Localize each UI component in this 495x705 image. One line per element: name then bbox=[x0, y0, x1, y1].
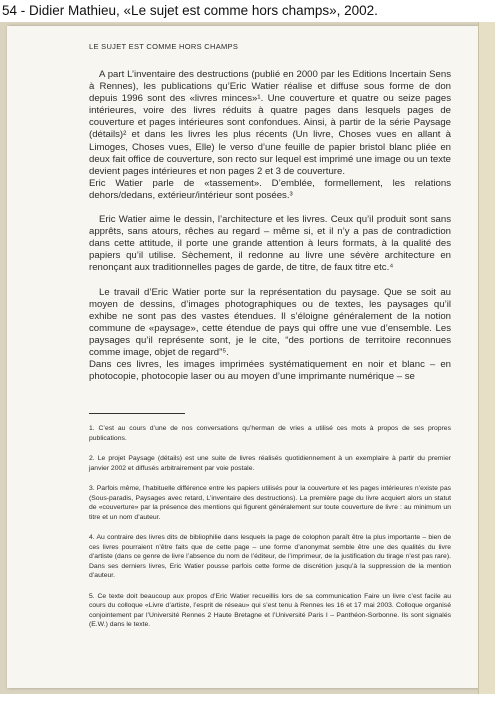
footnote-rule bbox=[89, 413, 185, 414]
binding-edge bbox=[478, 22, 495, 694]
footnote-2: 2. Le projet Paysage (détails) est une suite de livres réalisés quotidiennement à un exemplaire à partir du premier janvier 2002 et diffusés arbitrairement par voie postale. bbox=[89, 455, 451, 472]
paragraph-1: A part L’inventaire des destructions (publié en 2000 par les Editions Incertain Sens à Rennes), les publications qu’Eric Watier réalise et diffuse sous forme de don depuis 1996 sont des «livres minces»¹. Une couverture et quatre ou seize pages intérieures, voire des livres réduits à quatre pages dans lesquels pages de couverture et pages intérieures sont confondues. Ainsi, à partir de la série Paysage (détails)² et dans les livres les plus récents (Un livre, Choses vues en allant à Limoges, Choses vues, Elle) le verso d’une feuille de papier bristol blanc pliée en deux fait office de couverture, son recto sur lequel est imprimé une image ou un texte devient pages intérieures et non pages 2 et 3 de couverture. bbox=[89, 69, 451, 177]
footnote-4: 4. Au contraire des livres dits de bibliophilie dans lesquels la page de colophon paraît être la plus importante – bien de ces livres pourraient n’être faits que de cette page – une forme d’anonymat semble être une des qualités du livre d’artiste (dans ce genre de livre l’absence du nom de l’éditeur, de l’imprimeur, de la justification du tirage n’est pas rare). Dans ses derniers livres, Eric Watier pousse parfois cette forme de discrétion jusqu’à la suppression de la mention d’auteur. bbox=[89, 534, 451, 580]
footnote-1: 1. C’est au cours d’une de nos conversations qu’herman de vries a utilisé ces mots à propos de ses propres publications. bbox=[89, 425, 451, 442]
footnote-3: 3. Parfois même, l’habituelle différence entre les papiers utilisés pour la couverture et les pages intérieures n’existe pas (Sous-paradis, Paysages avec retard, L’inventaire des destructions). La première page du livre acquiert alors un statut de «couverture» par la présence des mentions qui figurent généralement sur toute couverture de livre : au minimum un titre et un nom d’auteur. bbox=[89, 485, 451, 521]
bottom-margin bbox=[0, 694, 495, 705]
section-title: LE SUJET EST COMME HORS CHAMPS bbox=[89, 42, 239, 51]
paper-sheet bbox=[7, 26, 479, 688]
paragraph-2: Eric Watier parle de «tassement». D’emblée, formellement, les relations dehors/dedans, extérieur/intérieur sont posées.³ bbox=[89, 177, 451, 201]
page-content bbox=[89, 42, 451, 641]
figure-caption: 54 - Didier Mathieu, «Le sujet est comme hors champs», 2002. bbox=[0, 0, 495, 22]
footnotes bbox=[89, 424, 451, 630]
paragraph-5: Dans ces livres, les images imprimées systématiquement en noir et blanc – en photocopie, photocopie laser ou au moyen d’une imprimante numérique – se bbox=[89, 359, 451, 383]
scanned-page-background bbox=[0, 22, 495, 694]
body-text bbox=[89, 69, 451, 383]
paragraph-3: Eric Watier aime le dessin, l’architecture et les livres. Ceux qu’il produit sont sans apprêts, sans atours, rêches au regard – même si, et il n’y a pas de contradiction dans cette attitude, il porte une grande attention à leurs formats, à la qualité des papiers qu’il utilise. Sèchement, il redonne au livre une sévère architecture en renonçant aux traditionnelles pages de garde, de titre, de faux titre etc.⁴ bbox=[89, 214, 451, 274]
footnote-5: 5. Ce texte doit beaucoup aux propos d’Eric Watier recueillis lors de sa communication Faire un livre c’est facile au cours du colloque «Livre d’artiste, l’esprit de réseau» qui s’est tenu à Rennes les 16 et 17 mai 2003. Colloque organisé conjointement par l’Université Rennes 2 Haute Bretagne et l’Université Paris I – Panthéon-Sorbonne. Ils sont signalés (E.W.) dans le texte. bbox=[89, 592, 451, 629]
paragraph-4: Le travail d’Eric Watier porte sur la représentation du paysage. Que se soit au moyen de dessins, d’images photographiques ou de textes, les paysages qu’il exhibe ne sont pas des vastes étendues. Il s’éloigne généralement de la notion commune de «paysage», cette étendue de pays qui offre une vue d’ensemble. Les paysages qu’il représente sont, je le cite, “des portions de territoire reconnues comme image, objet de regard”⁵. bbox=[89, 286, 451, 358]
